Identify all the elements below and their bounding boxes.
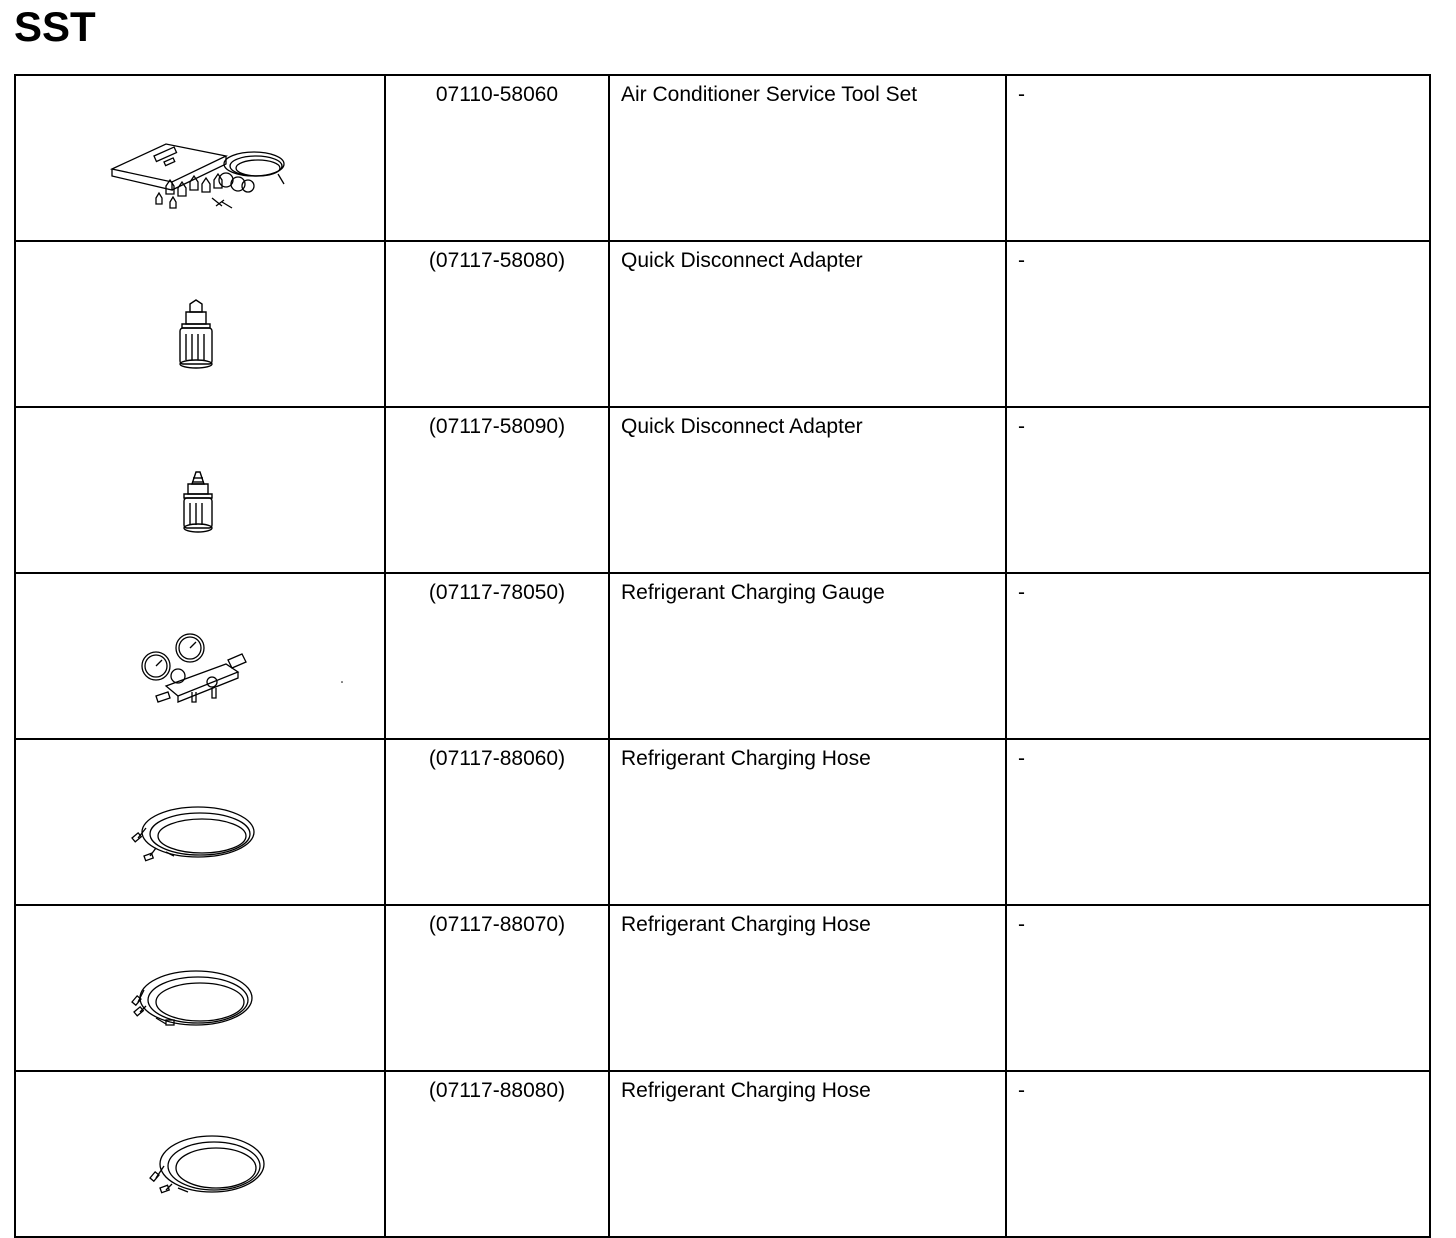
charging-hose-icon <box>16 906 384 1065</box>
page-title: SST <box>14 3 96 50</box>
part-number: (07117-58090) <box>385 407 609 573</box>
table-row <box>15 75 1430 241</box>
tool-name: Air Conditioner Service Tool Set <box>609 75 1006 241</box>
illustration-cell <box>15 75 385 241</box>
part-number: (07117-88060) <box>385 739 609 905</box>
sst-table <box>14 74 1431 1238</box>
illustration-cell <box>15 241 385 407</box>
illustration-cell <box>15 739 385 905</box>
illustration-cell <box>15 407 385 573</box>
table-row <box>15 739 1430 905</box>
illustration-cell <box>15 573 385 739</box>
tool-note: - <box>1006 739 1430 905</box>
tool-name: Refrigerant Charging Hose <box>609 739 1006 905</box>
table-row <box>15 573 1430 739</box>
table-row <box>15 407 1430 573</box>
tool-name: Refrigerant Charging Hose <box>609 1071 1006 1237</box>
tool-note: - <box>1006 241 1430 407</box>
table-row <box>15 241 1430 407</box>
tool-note: - <box>1006 407 1430 573</box>
charging-hose-icon <box>16 1072 384 1231</box>
tool-note: - <box>1006 75 1430 241</box>
table-row <box>15 905 1430 1071</box>
tool-name: Quick Disconnect Adapter <box>609 241 1006 407</box>
tool-note: - <box>1006 1071 1430 1237</box>
part-number: (07117-58080) <box>385 241 609 407</box>
tool-set-case-icon <box>16 76 384 235</box>
tool-note: - <box>1006 573 1430 739</box>
tool-note: - <box>1006 905 1430 1071</box>
illustration-cell <box>15 905 385 1071</box>
illustration-cell <box>15 1071 385 1237</box>
part-number: (07117-88070) <box>385 905 609 1071</box>
tool-name: Refrigerant Charging Hose <box>609 905 1006 1071</box>
quick-disconnect-adapter-icon <box>16 408 384 567</box>
part-number: (07117-88080) <box>385 1071 609 1237</box>
part-number: (07117-78050) <box>385 573 609 739</box>
quick-disconnect-adapter-icon <box>16 242 384 401</box>
tool-name: Quick Disconnect Adapter <box>609 407 1006 573</box>
part-number: 07110-58060 <box>385 75 609 241</box>
table-row <box>15 1071 1430 1237</box>
charging-hose-icon <box>16 740 384 899</box>
tool-name: Refrigerant Charging Gauge <box>609 573 1006 739</box>
manifold-gauge-icon <box>16 574 384 733</box>
